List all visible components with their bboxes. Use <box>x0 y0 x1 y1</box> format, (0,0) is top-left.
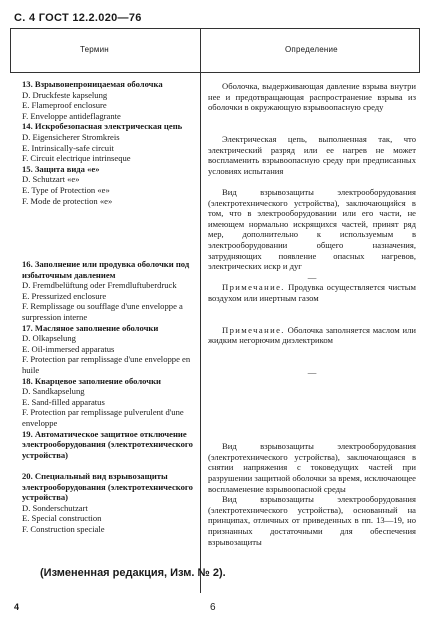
note-16 <box>208 282 416 303</box>
term-translation: E. Type of Protection «е» <box>22 184 110 195</box>
dash-18: — <box>307 367 317 378</box>
term-translation: E. Special construction <box>22 513 102 524</box>
term-title: 17. Масляное заполнение оболочки <box>22 322 159 333</box>
term-15 <box>22 164 196 206</box>
definitions-column <box>208 81 416 547</box>
term-17 <box>22 323 196 376</box>
term-translation: D. Schutzart «е» <box>22 174 80 185</box>
dash-16: — <box>307 271 317 282</box>
definition-15: Вид взрывозащиты электрооборудования (электротехнического устройства), заключающийся в том, что в электрооборудовании или его части, не имеющем нормально искрящихся частей, принят ряд мер, дополнительно к используемым в электрооборудовании общего назначения, затрудняющих появление опасных нагревов, электрических искр и дуг <box>208 186 416 272</box>
page-number-center: 6 <box>210 602 216 613</box>
term-translation: D. Druckfeste kapselung <box>22 89 108 100</box>
terms-column <box>22 79 196 535</box>
definition-14: Электрическая цепь, выполненная так, что электрический разряд или ее нагрев не может воспламенить взрывоопасную среду при предписанных условиях испытания <box>208 133 416 176</box>
term-translation: D. Olkapselung <box>22 333 76 344</box>
note-label: Примечание. <box>222 324 285 335</box>
note-17 <box>208 325 416 346</box>
term-translation: F. Enveloppe antideflagrante <box>22 110 121 121</box>
term-translation: F. Construction speciale <box>22 523 105 534</box>
term-13 <box>22 79 196 121</box>
term-translation: D. Eigensicherer Stromkreis <box>22 131 120 142</box>
term-translation: F. Protection par remplissage d'une enveloppe en huile <box>22 354 191 376</box>
term-18 <box>22 376 196 429</box>
term-20 <box>22 471 196 535</box>
term-title: 20. Специальный вид взрывозащиты электрооборудования (электротехнического устройства) <box>22 470 193 503</box>
term-translation: F. Circuit electrique intrinseque <box>22 153 131 164</box>
table-left-edge <box>10 28 11 72</box>
term-title: 18. Кварцевое заполнение оболочки <box>22 375 161 386</box>
term-translation: D. Sandkapselung <box>22 386 85 397</box>
term-translation: F. Remplissage ou soufflage d'une enveloppe a surpression interne <box>22 301 183 323</box>
term-translation: F. Mode de protection «е» <box>22 195 113 206</box>
term-14 <box>22 121 196 163</box>
note-text: Продувка осуществляется чистым воздухом или инертным газом <box>208 282 416 303</box>
column-header-term: Термин <box>80 45 109 54</box>
term-19 <box>22 429 196 461</box>
definition-20: Вид взрывозащиты электрооборудования (электротехнического устройства), основанный на принципах, отличных от приведенных в пп. 13—19, но признанных достаточными для обеспечения взрывозащиты <box>208 494 416 547</box>
term-translation: D. Sonderschutzart <box>22 502 88 513</box>
term-title: 19. Автоматическое защитное отключение электрооборудования (электротехнического устройства) <box>22 428 193 460</box>
column-header-definition: Определение <box>285 45 338 54</box>
term-16 <box>22 259 196 323</box>
page-header: С. 4 ГОСТ 12.2.020—76 <box>14 12 142 24</box>
term-translation: E. Pressurized enclosure <box>22 290 107 301</box>
note-text: Оболочка заполняется маслом или жидким негорючим диэлектриком <box>208 324 416 346</box>
term-title: 13. Взрывонепроницаемая оболочка <box>22 79 163 89</box>
term-translation: E. Oil-immersed apparatus <box>22 343 115 354</box>
term-translation: D. Fremdbelüftung oder Fremdluftuberdruck <box>22 280 177 291</box>
table-top-rule <box>10 28 420 29</box>
note-label: Примечание. <box>222 282 285 293</box>
page-number-left: 4 <box>14 602 20 612</box>
term-translation: E. Flameproof enclosure <box>22 100 107 111</box>
definition-13: Оболочка, выдерживающая давление взрыва внутри нее и предотвращающая распространение взрыва из оболочки в окружающую взрывоопасную среду <box>208 81 416 113</box>
table-right-edge <box>419 28 420 72</box>
column-divider <box>200 28 201 593</box>
term-title: 15. Защита вида «е» <box>22 163 100 174</box>
amendment-note: (Измененная редакция, Изм. № 2). <box>40 567 226 579</box>
definition-19: Вид взрывозащиты электрооборудования (электротехнического устройства), заключающаяся в снятии напряжения с токоведущих частей при разрушении защитной оболочки за время, исключающее воспламенение взрывоопасной среды <box>208 441 416 494</box>
term-translation: E. Intrinsically-safe circuit <box>22 142 114 153</box>
term-title: 16. Заполнение или продувка оболочки под избыточным давлением <box>22 259 190 280</box>
term-translation: E. Sand-filled apparatus <box>22 396 105 407</box>
table-header-rule <box>10 72 420 73</box>
term-title: 14. Искробезопасная электрическая цепь <box>22 121 183 132</box>
term-translation: F. Protection par remplissage pulverulent d'une enveloppe <box>22 407 184 428</box>
